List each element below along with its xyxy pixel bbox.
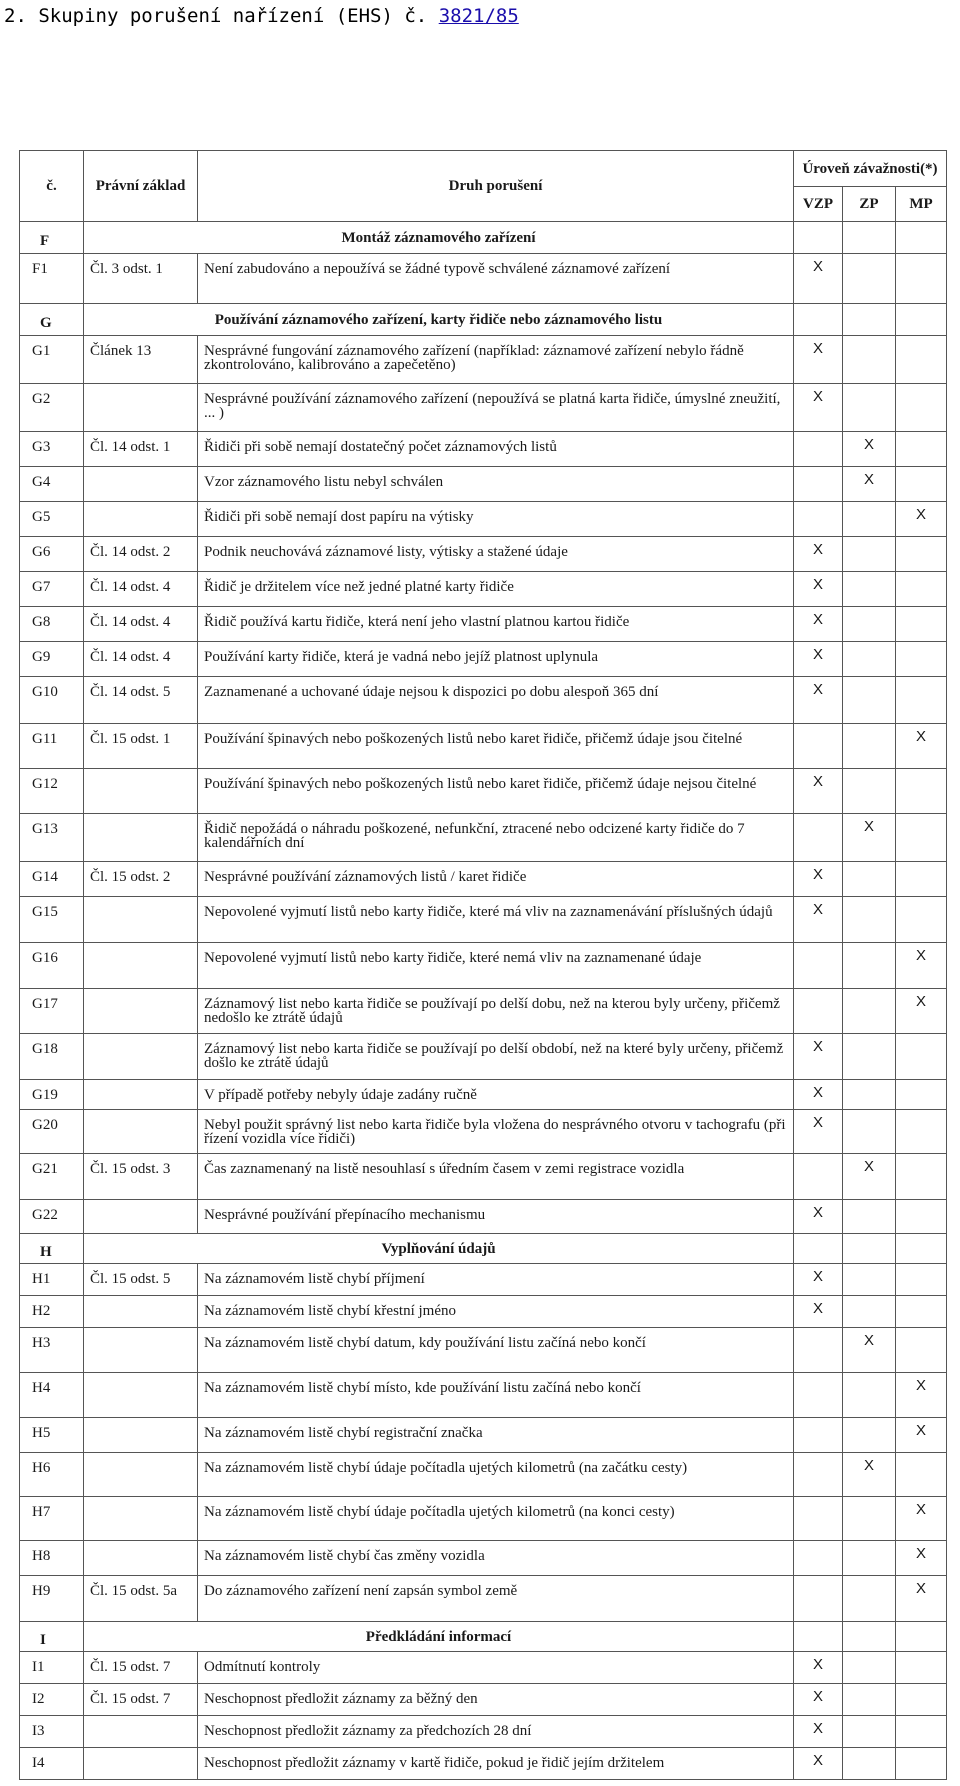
row-description: Do záznamového zařízení není zapsán symbol země — [198, 1576, 794, 1622]
mark-mp: X — [896, 1418, 947, 1453]
mark-zp — [843, 1748, 896, 1780]
mark-mp — [896, 1652, 947, 1684]
row-basis: Čl. 15 odst. 5 — [84, 1264, 198, 1296]
mark-mp — [896, 607, 947, 642]
mark-vzp: X — [794, 1264, 843, 1296]
mark-vzp: X — [794, 537, 843, 572]
table-row — [20, 1716, 947, 1748]
table-row — [20, 1748, 947, 1780]
row-basis — [84, 1541, 198, 1576]
row-basis: Článek 13 — [84, 336, 198, 384]
mark-mp: X — [896, 502, 947, 537]
row-basis: Čl. 14 odst. 2 — [84, 537, 198, 572]
mark-mp — [896, 1154, 947, 1200]
row-number: G18 — [20, 1034, 84, 1080]
row-number: G11 — [20, 724, 84, 769]
mark-vzp: X — [794, 677, 843, 724]
row-number: G12 — [20, 769, 84, 814]
row-number: H6 — [20, 1453, 84, 1497]
mark-zp — [843, 769, 896, 814]
mark-vzp: X — [794, 862, 843, 897]
row-basis: Čl. 15 odst. 7 — [84, 1652, 198, 1684]
row-basis — [84, 1328, 198, 1373]
mark-mp — [896, 432, 947, 467]
mark-zp — [843, 1034, 896, 1080]
header-vzp: VZP — [794, 187, 843, 222]
mark-zp — [843, 537, 896, 572]
mark-mp: X — [896, 1576, 947, 1622]
row-number: G4 — [20, 467, 84, 502]
mark-zp — [843, 1373, 896, 1418]
row-basis — [84, 897, 198, 943]
row-basis — [84, 814, 198, 862]
group-title: Vyplňování údajů — [84, 1234, 794, 1264]
regulation-link[interactable]: 3821/85 — [438, 5, 519, 27]
row-description: Nesprávné používání záznamových listů / karet řidiče — [198, 862, 794, 897]
mark-vzp: X — [794, 336, 843, 384]
row-basis: Čl. 15 odst. 2 — [84, 862, 198, 897]
row-number: G7 — [20, 572, 84, 607]
mark-zp — [843, 642, 896, 677]
mark-vzp: X — [794, 642, 843, 677]
mark-vzp — [794, 1154, 843, 1200]
row-number: H7 — [20, 1497, 84, 1541]
mark-zp — [843, 1541, 896, 1576]
row-basis — [84, 989, 198, 1034]
mark-vzp: X — [794, 1080, 843, 1110]
row-description: Používání špinavých nebo poškozených listů nebo karet řidiče, přičemž údaje jsou čitelné — [198, 724, 794, 769]
row-description: Neschopnost předložit záznamy za běžný den — [198, 1684, 794, 1716]
mark-vzp — [794, 1453, 843, 1497]
header-type: Druh porušení — [198, 151, 794, 222]
header-mp: MP — [896, 187, 947, 222]
table-row — [20, 1652, 947, 1684]
header-no: č. — [20, 151, 84, 222]
mark-zp — [843, 1497, 896, 1541]
mark-mp — [896, 814, 947, 862]
mark-zp — [843, 254, 896, 304]
mark-vzp: X — [794, 384, 843, 432]
table-row — [20, 1418, 947, 1453]
mark-zp — [843, 1110, 896, 1154]
mark-mp — [896, 1716, 947, 1748]
mark-vzp — [794, 432, 843, 467]
mark-vzp — [794, 1576, 843, 1622]
row-number: G21 — [20, 1154, 84, 1200]
violations-table-container — [19, 150, 946, 1780]
mark-mp — [896, 1264, 947, 1296]
row-number: H1 — [20, 1264, 84, 1296]
row-description: Čas zaznamenaný na listě nesouhlasí s úředním časem v zemi registrace vozidla — [198, 1154, 794, 1200]
row-number: I4 — [20, 1748, 84, 1780]
row-number: G10 — [20, 677, 84, 724]
group-row — [20, 222, 947, 254]
table-row — [20, 537, 947, 572]
table-row — [20, 467, 947, 502]
mark-mp — [896, 677, 947, 724]
table-row — [20, 1497, 947, 1541]
row-basis: Čl. 14 odst. 4 — [84, 572, 198, 607]
table-row — [20, 254, 947, 304]
mark-vzp — [794, 502, 843, 537]
table-row — [20, 1373, 947, 1418]
mark-vzp: X — [794, 1652, 843, 1684]
row-basis — [84, 1418, 198, 1453]
mark-zp — [843, 572, 896, 607]
mark-vzp — [794, 1373, 843, 1418]
row-number: I2 — [20, 1684, 84, 1716]
row-basis — [84, 1453, 198, 1497]
table-row — [20, 1576, 947, 1622]
mark-mp: X — [896, 989, 947, 1034]
row-description: Na záznamovém listě chybí datum, kdy používání listu začíná nebo končí — [198, 1328, 794, 1373]
table-row — [20, 897, 947, 943]
row-basis: Čl. 14 odst. 1 — [84, 432, 198, 467]
table-row — [20, 607, 947, 642]
row-description: Řidiči při sobě nemají dostatečný počet záznamových listů — [198, 432, 794, 467]
row-description: Nebyl použit správný list nebo karta řidiče byla vložena do nesprávného otvoru v tachografu (při řízení vozidla více řidiči) — [198, 1110, 794, 1154]
table-row — [20, 502, 947, 537]
row-basis — [84, 467, 198, 502]
row-description: Záznamový list nebo karta řidiče se používají po delší dobu, než na kterou byly určeny, přičemž nedošlo ke ztrátě údajů — [198, 989, 794, 1034]
mark-mp — [896, 642, 947, 677]
row-number: G2 — [20, 384, 84, 432]
header-basis: Právní základ — [84, 151, 198, 222]
row-description: Řidiči při sobě nemají dost papíru na výtisky — [198, 502, 794, 537]
mark-zp — [843, 336, 896, 384]
row-description: Nesprávné používání záznamového zařízení (nepoužívá se platná karta řidiče, úmyslné zneužití, ... ) — [198, 384, 794, 432]
mark-vzp — [794, 1497, 843, 1541]
row-basis — [84, 1034, 198, 1080]
mark-zp — [843, 502, 896, 537]
group-row — [20, 1234, 947, 1264]
header-severity: Úroveň závažnosti(*) — [794, 151, 947, 187]
mark-zp — [843, 384, 896, 432]
mark-vzp: X — [794, 1684, 843, 1716]
row-number: G19 — [20, 1080, 84, 1110]
row-number: G1 — [20, 336, 84, 384]
mark-vzp: X — [794, 1296, 843, 1328]
mark-vzp: X — [794, 572, 843, 607]
mark-vzp: X — [794, 1034, 843, 1080]
row-number: G16 — [20, 943, 84, 989]
table-row — [20, 1154, 947, 1200]
row-description: Na záznamovém listě chybí příjmení — [198, 1264, 794, 1296]
mark-zp — [843, 677, 896, 724]
row-number: H8 — [20, 1541, 84, 1576]
mark-mp — [896, 769, 947, 814]
mark-mp — [896, 1200, 947, 1234]
mark-vzp — [794, 724, 843, 769]
row-description: Používání špinavých nebo poškozených listů nebo karet řidiče, přičemž údaje nejsou čitelné — [198, 769, 794, 814]
row-description: Řidič nepožádá o náhradu poškozené, nefunkční, ztracené nebo odcizené karty řidiče do 7 kalendářních dní — [198, 814, 794, 862]
table-row — [20, 336, 947, 384]
group-title: Montáž záznamového zařízení — [84, 222, 794, 254]
row-basis — [84, 1373, 198, 1418]
mark-zp — [843, 862, 896, 897]
mark-zp — [843, 1716, 896, 1748]
table-row — [20, 1296, 947, 1328]
row-description: Není zabudováno a nepoužívá se žádné typově schválené záznamové zařízení — [198, 254, 794, 304]
mark-mp — [896, 254, 947, 304]
mark-vzp — [794, 989, 843, 1034]
row-number: G8 — [20, 607, 84, 642]
mark-zp — [843, 1684, 896, 1716]
mark-vzp — [794, 1328, 843, 1373]
mark-vzp: X — [794, 1110, 843, 1154]
group-row — [20, 304, 947, 336]
mark-mp — [896, 1328, 947, 1373]
mark-vzp: X — [794, 607, 843, 642]
table-row — [20, 769, 947, 814]
table-row — [20, 814, 947, 862]
mark-zp — [843, 897, 896, 943]
mark-zp — [843, 1652, 896, 1684]
row-description: Nepovolené vyjmutí listů nebo karty řidiče, které má vliv na zaznamenávání příslušných údajů — [198, 897, 794, 943]
row-description: Na záznamovém listě chybí údaje počítadla ujetých kilometrů (na konci cesty) — [198, 1497, 794, 1541]
mark-mp: X — [896, 943, 947, 989]
row-basis — [84, 1497, 198, 1541]
mark-mp — [896, 336, 947, 384]
mark-zp — [843, 1264, 896, 1296]
mark-zp: X — [843, 1453, 896, 1497]
mark-mp — [896, 572, 947, 607]
row-basis — [84, 384, 198, 432]
section-heading — [4, 5, 519, 27]
mark-zp — [843, 724, 896, 769]
row-basis — [84, 769, 198, 814]
mark-mp — [896, 1684, 947, 1716]
mark-zp: X — [843, 1328, 896, 1373]
table-row — [20, 989, 947, 1034]
table-row — [20, 943, 947, 989]
section-heading-text: 2. Skupiny porušení nařízení (EHS) č. — [4, 5, 439, 27]
mark-zp — [843, 943, 896, 989]
row-description: Zaznamenané a uchované údaje nejsou k dispozici po dobu alespoň 365 dní — [198, 677, 794, 724]
row-number: G6 — [20, 537, 84, 572]
row-basis — [84, 1110, 198, 1154]
row-basis — [84, 1080, 198, 1110]
mark-zp — [843, 989, 896, 1034]
violations-table — [19, 150, 947, 1780]
row-number: G15 — [20, 897, 84, 943]
row-description: Na záznamovém listě chybí čas změny vozidla — [198, 1541, 794, 1576]
row-description: Nesprávné používání přepínacího mechanismu — [198, 1200, 794, 1234]
table-row — [20, 1684, 947, 1716]
mark-vzp: X — [794, 769, 843, 814]
row-basis: Čl. 14 odst. 4 — [84, 642, 198, 677]
table-row — [20, 1080, 947, 1110]
mark-mp — [896, 1034, 947, 1080]
row-description: Na záznamovém listě chybí křestní jméno — [198, 1296, 794, 1328]
row-description: Nepovolené vyjmutí listů nebo karty řidiče, které nemá vliv na zaznamenané údaje — [198, 943, 794, 989]
row-basis — [84, 1200, 198, 1234]
mark-zp — [843, 1418, 896, 1453]
table-row — [20, 1453, 947, 1497]
row-basis — [84, 1748, 198, 1780]
row-description: Řidič je držitelem více než jedné platné karty řidiče — [198, 572, 794, 607]
row-number: G22 — [20, 1200, 84, 1234]
table-row — [20, 1328, 947, 1373]
mark-zp — [843, 1296, 896, 1328]
row-basis — [84, 1716, 198, 1748]
row-basis: Čl. 14 odst. 4 — [84, 607, 198, 642]
table-row — [20, 1034, 947, 1080]
row-description: Používání karty řidiče, která je vadná nebo jejíž platnost uplynula — [198, 642, 794, 677]
table-row — [20, 724, 947, 769]
mark-mp: X — [896, 724, 947, 769]
mark-mp — [896, 537, 947, 572]
mark-mp: X — [896, 1497, 947, 1541]
mark-mp — [896, 897, 947, 943]
row-description: V případě potřeby nebyly údaje zadány ručně — [198, 1080, 794, 1110]
table-row — [20, 384, 947, 432]
row-basis: Čl. 15 odst. 1 — [84, 724, 198, 769]
row-number: G14 — [20, 862, 84, 897]
mark-mp — [896, 862, 947, 897]
group-title: Předkládání informací — [84, 1622, 794, 1652]
table-row — [20, 432, 947, 467]
row-number: I1 — [20, 1652, 84, 1684]
row-number: H5 — [20, 1418, 84, 1453]
table-row — [20, 1200, 947, 1234]
mark-mp — [896, 467, 947, 502]
group-code: H — [20, 1234, 84, 1264]
table-row — [20, 1541, 947, 1576]
row-description: Na záznamovém listě chybí údaje počítadla ujetých kilometrů (na začátku cesty) — [198, 1453, 794, 1497]
row-basis — [84, 502, 198, 537]
mark-mp — [896, 1453, 947, 1497]
row-number: H2 — [20, 1296, 84, 1328]
mark-zp — [843, 1576, 896, 1622]
row-description: Podnik neuchovává záznamové listy, výtisky a stažené údaje — [198, 537, 794, 572]
mark-vzp: X — [794, 1716, 843, 1748]
row-description: Záznamový list nebo karta řidiče se používají po delší období, než na které byly určeny, přičemž došlo ke ztrátě údajů — [198, 1034, 794, 1080]
mark-zp — [843, 1200, 896, 1234]
row-number: H4 — [20, 1373, 84, 1418]
mark-vzp — [794, 943, 843, 989]
group-row — [20, 1622, 947, 1652]
row-number: G5 — [20, 502, 84, 537]
row-basis: Čl. 15 odst. 7 — [84, 1684, 198, 1716]
row-basis: Čl. 3 odst. 1 — [84, 254, 198, 304]
row-description: Na záznamovém listě chybí registrační značka — [198, 1418, 794, 1453]
table-row — [20, 1264, 947, 1296]
row-description: Odmítnutí kontroly — [198, 1652, 794, 1684]
row-description: Vzor záznamového listu nebyl schválen — [198, 467, 794, 502]
row-number: F1 — [20, 254, 84, 304]
mark-mp — [896, 1080, 947, 1110]
mark-zp: X — [843, 467, 896, 502]
mark-zp: X — [843, 814, 896, 862]
row-description: Nesprávné fungování záznamového zařízení (například: záznamové zařízení nebylo řádně zkontrolováno, kalibrováno a zapečetěno) — [198, 336, 794, 384]
mark-vzp: X — [794, 897, 843, 943]
table-row — [20, 1110, 947, 1154]
mark-mp: X — [896, 1373, 947, 1418]
row-number: G3 — [20, 432, 84, 467]
mark-vzp: X — [794, 1200, 843, 1234]
row-description: Řidič používá kartu řidiče, která není jeho vlastní platnou kartou řidiče — [198, 607, 794, 642]
mark-zp: X — [843, 432, 896, 467]
row-basis: Čl. 15 odst. 3 — [84, 1154, 198, 1200]
header-zp: ZP — [843, 187, 896, 222]
row-number: G13 — [20, 814, 84, 862]
mark-mp — [896, 1296, 947, 1328]
row-number: G9 — [20, 642, 84, 677]
mark-mp — [896, 1110, 947, 1154]
group-code: I — [20, 1622, 84, 1652]
mark-vzp: X — [794, 254, 843, 304]
group-code: F — [20, 222, 84, 254]
table-row — [20, 642, 947, 677]
row-description: Na záznamovém listě chybí místo, kde používání listu začíná nebo končí — [198, 1373, 794, 1418]
row-basis: Čl. 15 odst. 5a — [84, 1576, 198, 1622]
mark-zp: X — [843, 1154, 896, 1200]
row-basis — [84, 1296, 198, 1328]
row-description: Neschopnost předložit záznamy v kartě řidiče, pokud je řidič jejím držitelem — [198, 1748, 794, 1780]
row-description: Neschopnost předložit záznamy za předchozích 28 dní — [198, 1716, 794, 1748]
table-row — [20, 572, 947, 607]
mark-vzp — [794, 814, 843, 862]
mark-zp — [843, 607, 896, 642]
group-title: Používání záznamového zařízení, karty řidiče nebo záznamového listu — [84, 304, 794, 336]
mark-mp — [896, 384, 947, 432]
group-code: G — [20, 304, 84, 336]
mark-mp: X — [896, 1541, 947, 1576]
mark-vzp — [794, 1541, 843, 1576]
row-number: I3 — [20, 1716, 84, 1748]
row-basis — [84, 943, 198, 989]
mark-vzp: X — [794, 1748, 843, 1780]
row-number: G20 — [20, 1110, 84, 1154]
mark-mp — [896, 1748, 947, 1780]
row-basis: Čl. 14 odst. 5 — [84, 677, 198, 724]
row-number: G17 — [20, 989, 84, 1034]
row-number: H9 — [20, 1576, 84, 1622]
row-number: H3 — [20, 1328, 84, 1373]
table-row — [20, 677, 947, 724]
mark-vzp — [794, 1418, 843, 1453]
table-row — [20, 862, 947, 897]
mark-zp — [843, 1080, 896, 1110]
mark-vzp — [794, 467, 843, 502]
